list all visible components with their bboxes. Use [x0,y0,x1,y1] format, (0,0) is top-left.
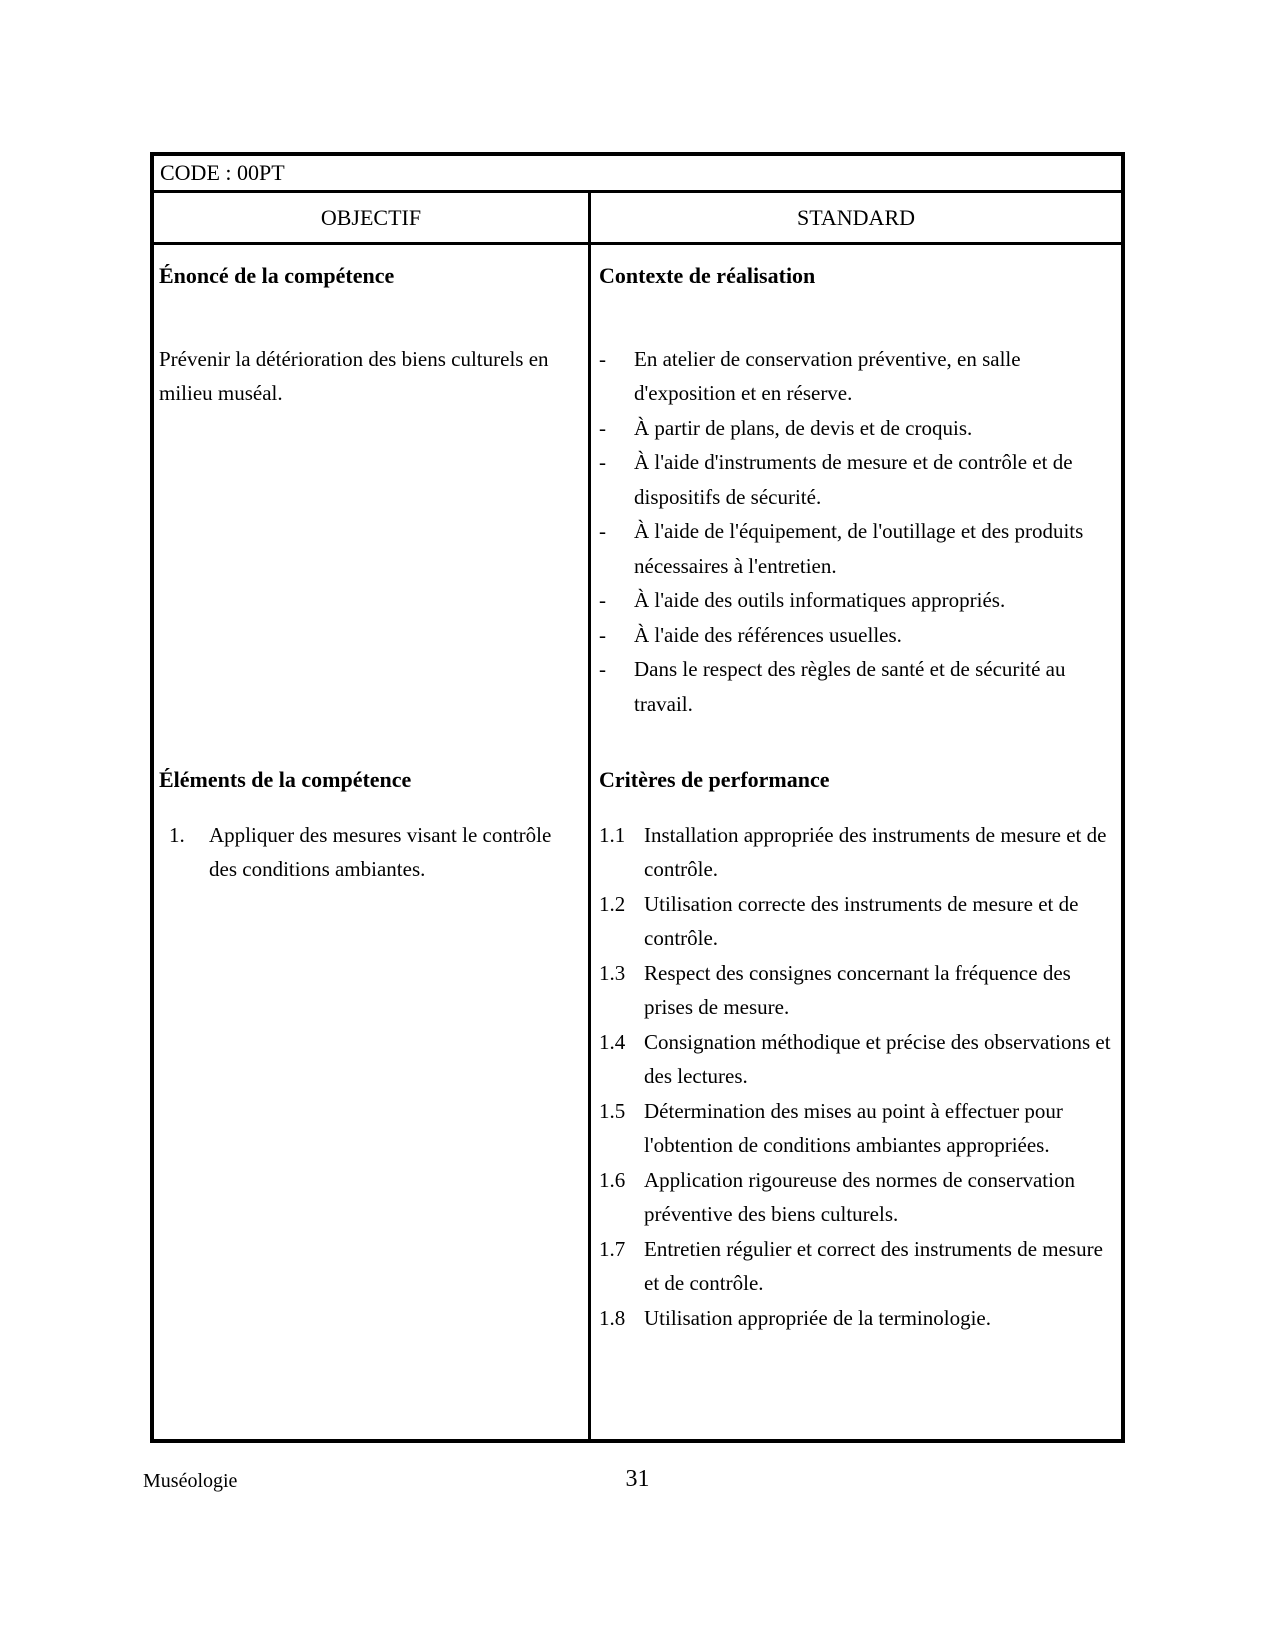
contexte-item [599,445,1115,514]
critere-text: Utilisation appropriée de la terminologie. [644,1305,991,1330]
critere-text: Respect des consignes concernant la fréquence des prises de mesure. [644,960,1071,1019]
enonce-text: Prévenir la détérioration des biens culturels en milieu muséal. [159,346,549,405]
standard-header-label: STANDARD [796,204,916,230]
dash-marker: - [599,450,606,474]
dash-marker: - [599,415,606,440]
critere-number: 1.3 [599,960,626,985]
critere-text: Utilisation correcte des instruments de mesure et de contrôle. [644,891,1079,950]
critere-number: 1.4 [599,1029,626,1054]
contexte-item-text: À l'aide de l'équipement, de l'outillage et des produits nécessaires à l'entretien. [634,519,1084,578]
critere-item [599,1301,1115,1336]
contexte-item-text: En atelier de conservation préventive, en salle d'exposition et en réserve. [634,346,1021,405]
critere-number: 1.5 [599,1098,626,1123]
contexte-item-text: À l'aide des références usuelles. [634,622,902,647]
contexte-item-text: À l'aide des outils informatiques appropriés. [634,588,1006,612]
contexte-item [599,583,1115,618]
critere-text: Installation appropriée des instruments de mesure et de contrôle. [644,822,1107,881]
contexte-item-text: Dans le respect des règles de santé et de sécurité au travail. [634,657,1066,716]
dash-marker: - [599,346,606,371]
element-number: 1. [169,822,185,847]
critere-text: Application rigoureuse des normes de conservation préventive des biens culturels. [644,1167,1075,1226]
competency-table [150,152,1125,1443]
contexte-item [599,652,1115,721]
elements-list [169,818,582,887]
code-row [154,156,1121,193]
dash-marker: - [599,588,606,612]
elements-section [159,763,582,887]
critere-text: Entretien régulier et correct des instruments de mesure et de contrôle. [644,1236,1103,1295]
contexte-heading: Contexte de réalisation [599,263,816,288]
critere-text: Consignation méthodique et précise des observations et des lectures. [644,1029,1111,1088]
contexte-item-text: À partir de plans, de devis et de croquis. [634,415,973,440]
page-footer [0,1466,1275,1500]
code-label: CODE : 00PT [160,160,285,185]
criteres-list [599,818,1115,1336]
contexte-item [599,342,1115,411]
enonce-heading: Énoncé de la compétence [159,263,395,288]
element-text: Appliquer des mesures visant le contrôle des conditions ambiantes. [209,822,552,881]
criteres-section [599,763,1115,1335]
standard-column-header [591,193,1121,242]
objectif-header-label: OBJECTIF [320,204,422,230]
contexte-list [599,342,1115,722]
critere-item [599,956,1115,1025]
footer-page-number: 31 [625,1466,650,1492]
critere-item [599,1232,1115,1301]
contexte-item-text: À l'aide d'instruments de mesure et de contrôle et de dispositifs de sécurité. [634,450,1073,509]
element-item [169,818,582,887]
footer-program-name: Muséologie [143,1470,238,1492]
criteres-heading: Critères de performance [599,767,830,792]
contexte-item [599,411,1115,446]
contexte-section [599,259,1115,759]
critere-number: 1.2 [599,891,626,916]
column-headers-row [154,193,1121,245]
contexte-item [599,618,1115,653]
elements-heading: Éléments de la compétence [159,767,412,792]
critere-item [599,1025,1115,1094]
objectif-column-header [154,193,591,242]
dash-marker: - [599,622,606,647]
dash-marker: - [599,519,606,543]
contexte-item [599,514,1115,583]
critere-number: 1.8 [599,1305,626,1330]
enonce-section [159,259,582,759]
critere-item [599,1094,1115,1163]
critere-item [599,818,1115,887]
critere-item [599,887,1115,956]
critere-number: 1.6 [599,1167,626,1192]
table-body-row [154,245,1121,1439]
critere-item [599,1163,1115,1232]
standard-column [591,245,1121,1439]
critere-text: Détermination des mises au point à effectuer pour l'obtention de conditions ambiantes appropriées. [644,1098,1063,1157]
critere-number: 1.1 [599,822,626,847]
objectif-column [154,245,591,1439]
critere-number: 1.7 [599,1236,626,1261]
dash-marker: - [599,657,606,681]
